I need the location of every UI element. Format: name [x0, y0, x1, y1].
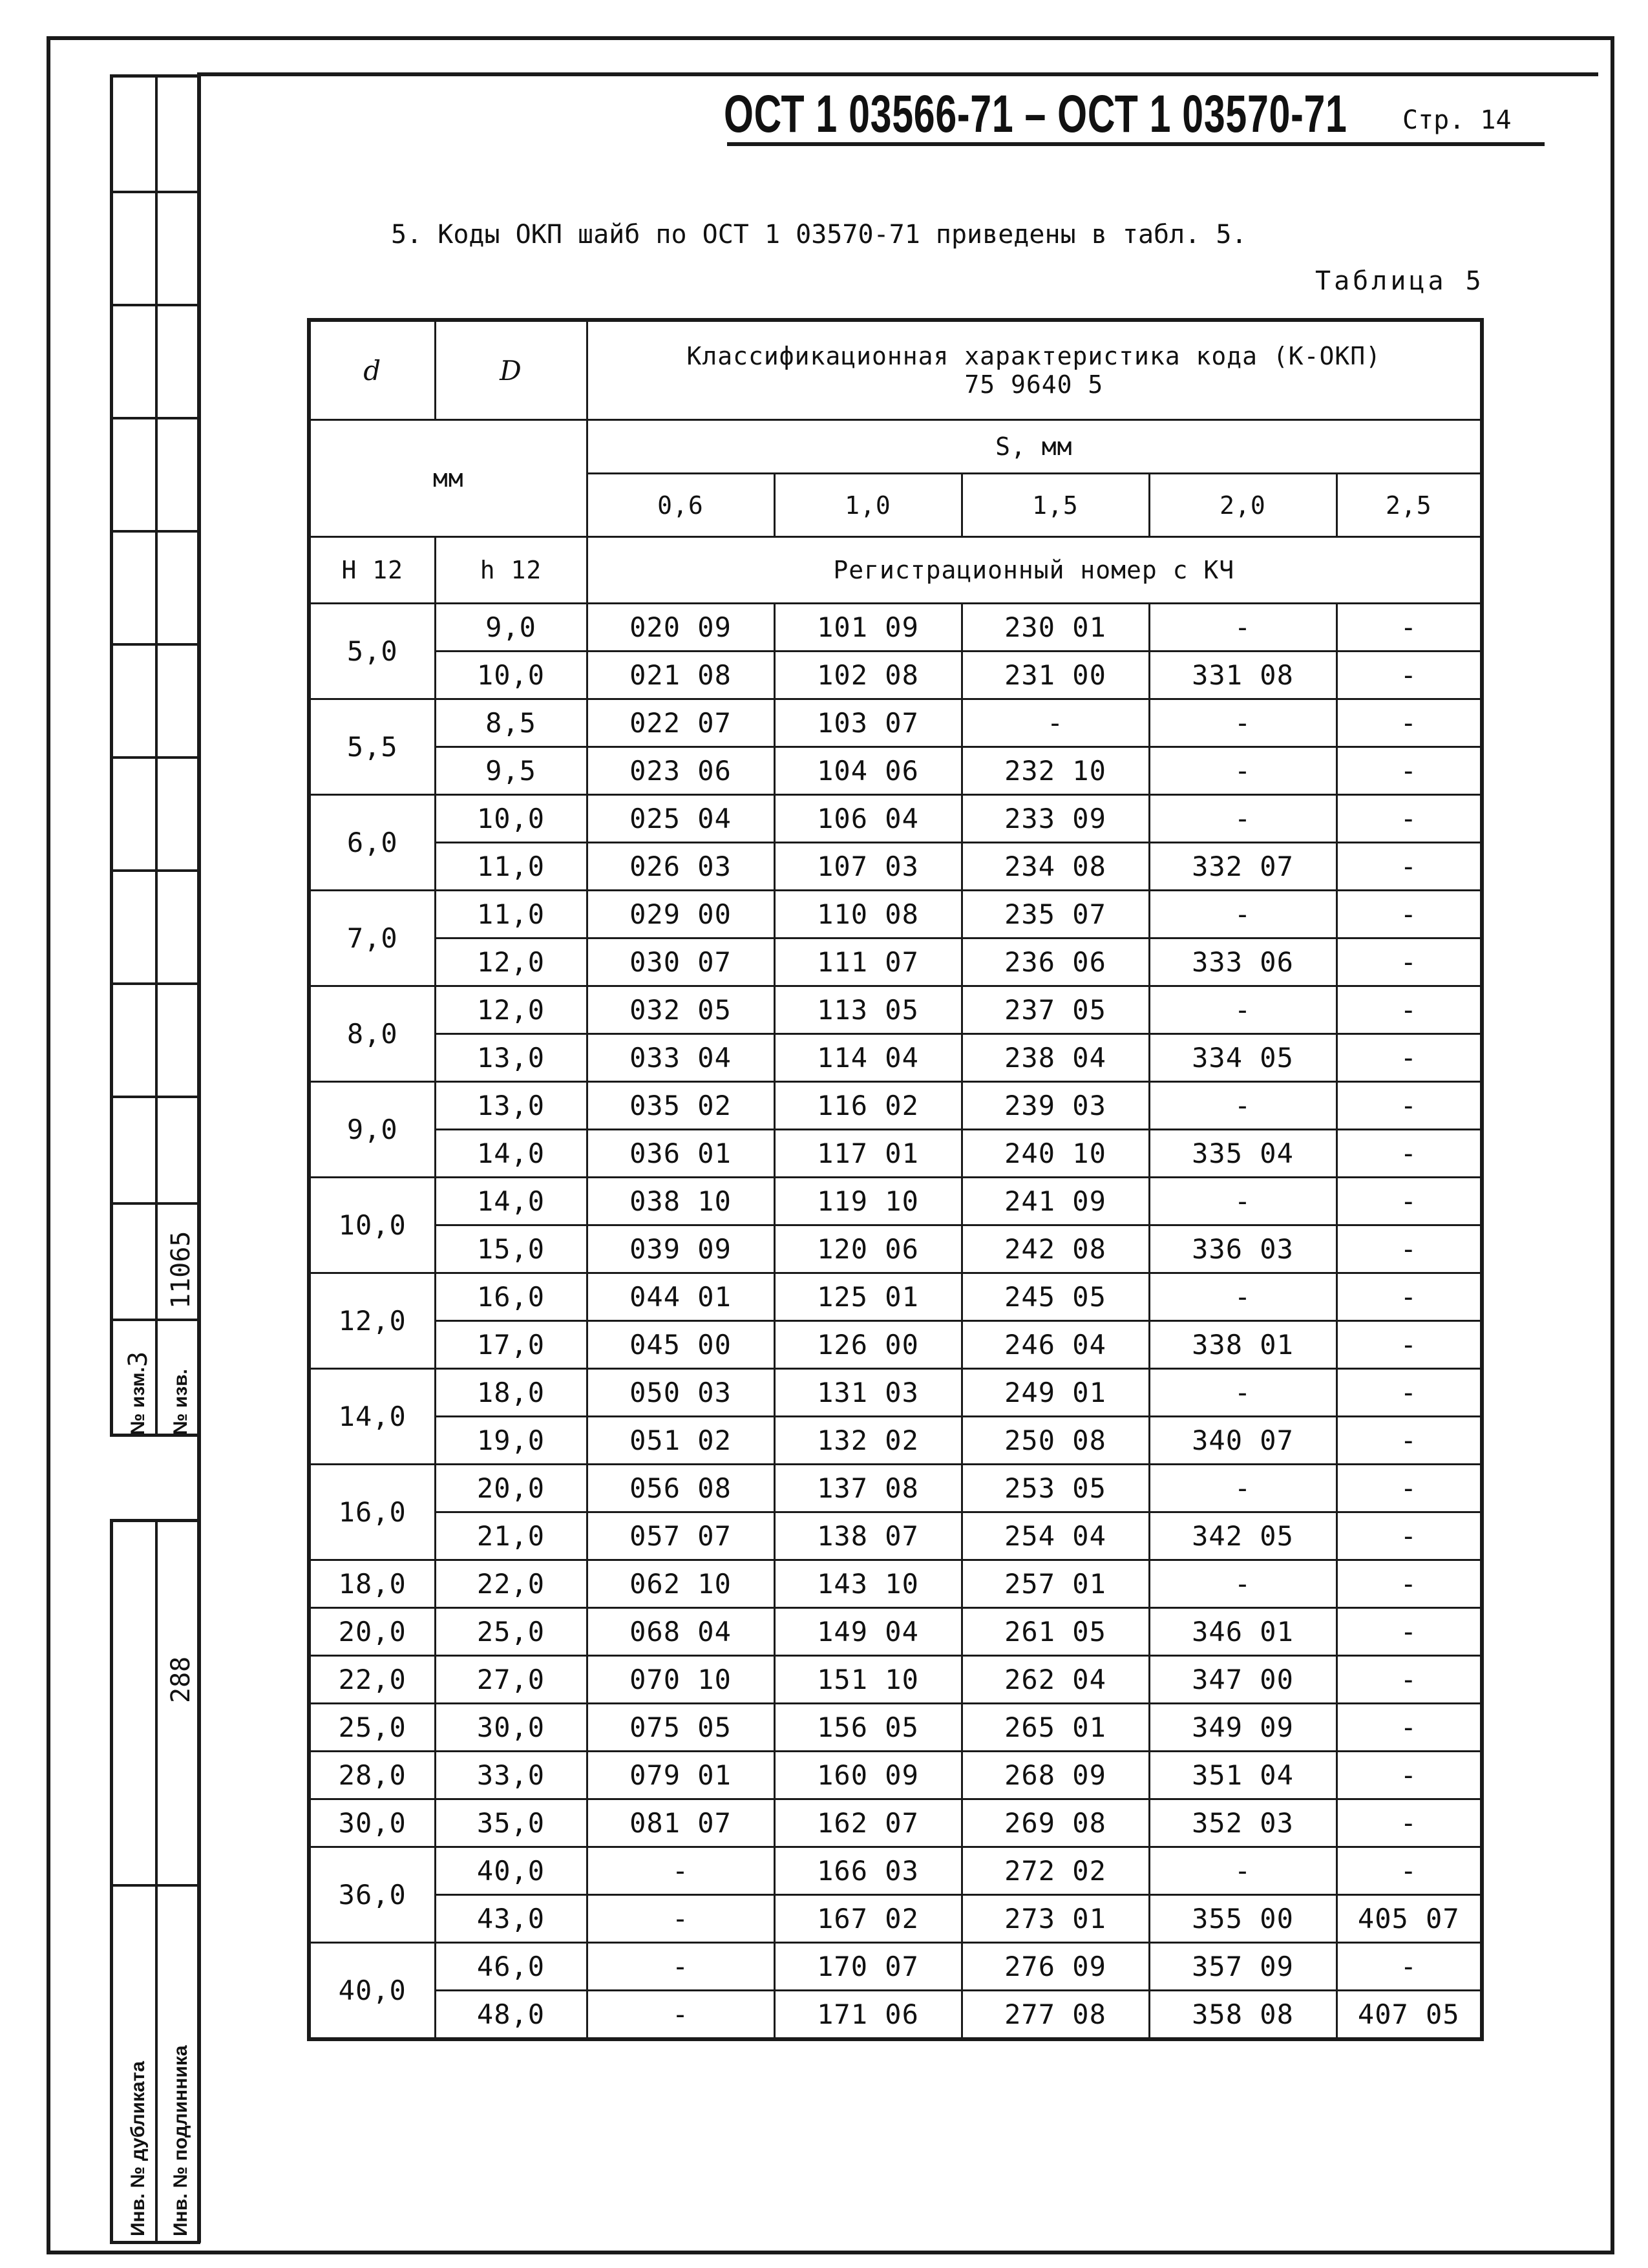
cell-code: -	[1149, 891, 1336, 938]
cell-code: -	[1149, 986, 1336, 1034]
cell-d: 25,0	[309, 1704, 435, 1752]
cell-code: -	[1336, 938, 1482, 986]
change-number: 3	[123, 1351, 153, 1367]
cell-code: 166 03	[774, 1847, 962, 1895]
table-row	[309, 1082, 1482, 1130]
cell-code: -	[1336, 1465, 1482, 1512]
cell-code: -	[1336, 1225, 1482, 1273]
table-row	[309, 891, 1482, 938]
cell-D: 22,0	[435, 1560, 587, 1608]
cell-code: 021 08	[587, 652, 774, 699]
cell-D: 21,0	[435, 1512, 587, 1560]
cell-code: 025 04	[587, 795, 774, 843]
cell-code: -	[1336, 843, 1482, 891]
table-row	[309, 938, 1482, 986]
cell-code: 138 07	[774, 1512, 962, 1560]
cell-D: 10,0	[435, 652, 587, 699]
s-value: 2,0	[1149, 474, 1336, 537]
tolerance-d: H 12	[309, 537, 435, 604]
revision-strip	[110, 74, 200, 1437]
cell-D: 12,0	[435, 986, 587, 1034]
cell-d: 12,0	[309, 1273, 435, 1369]
header-d: d	[309, 320, 435, 420]
cell-code: 347 00	[1149, 1656, 1336, 1704]
cell-code: 237 05	[962, 986, 1149, 1034]
cell-code: -	[1336, 1943, 1482, 1991]
cell-code: 126 00	[774, 1321, 962, 1369]
cell-code: 261 05	[962, 1608, 1149, 1656]
cell-d: 40,0	[309, 1943, 435, 2040]
cell-code: -	[962, 699, 1149, 747]
original-inventory-label: Инв. № подлинника	[170, 2045, 191, 2236]
cell-code: 231 00	[962, 652, 1149, 699]
cell-code: 268 09	[962, 1752, 1149, 1799]
cell-d: 5,5	[309, 699, 435, 795]
cell-d: 28,0	[309, 1752, 435, 1799]
cell-code: 117 01	[774, 1130, 962, 1178]
cell-D: 48,0	[435, 1991, 587, 2040]
cell-code: -	[1336, 652, 1482, 699]
header-row-s	[309, 420, 1482, 474]
cell-code: 125 01	[774, 1273, 962, 1321]
cell-code: -	[1336, 1704, 1482, 1752]
cell-code: 338 01	[1149, 1321, 1336, 1369]
cell-D: 13,0	[435, 1082, 587, 1130]
cell-code: 236 06	[962, 938, 1149, 986]
inventory-number: 288	[166, 1656, 196, 1703]
cell-code: 051 02	[587, 1417, 774, 1465]
cell-code: -	[1149, 1178, 1336, 1225]
duplicate-inventory-label: Инв. № дубликата	[127, 2061, 149, 2236]
cell-code: -	[1336, 1560, 1482, 1608]
cell-code: -	[1336, 795, 1482, 843]
cell-D: 40,0	[435, 1847, 587, 1895]
cell-code: -	[1336, 1417, 1482, 1465]
table-row	[309, 1799, 1482, 1847]
table-row	[309, 986, 1482, 1034]
classification-title: Классификационная характеристика кода (К-ОКП)	[686, 342, 1382, 370]
cell-code: -	[1336, 1321, 1482, 1369]
table-caption: Таблица 5	[1315, 266, 1484, 296]
cell-code: -	[1336, 1512, 1482, 1560]
cell-code: 103 07	[774, 699, 962, 747]
header-row-tolerance	[309, 537, 1482, 604]
cell-code: 250 08	[962, 1417, 1149, 1465]
cell-d: 30,0	[309, 1799, 435, 1847]
cell-code: 137 08	[774, 1465, 962, 1512]
table-row	[309, 1847, 1482, 1895]
table-row	[309, 1369, 1482, 1417]
cell-code: 020 09	[587, 604, 774, 652]
cell-code: 269 08	[962, 1799, 1149, 1847]
title-underline	[727, 142, 1545, 146]
cell-code: 045 00	[587, 1321, 774, 1369]
cell-D: 46,0	[435, 1943, 587, 1991]
inventory-strip	[110, 1519, 200, 2244]
cell-d: 7,0	[309, 891, 435, 986]
cell-code: 340 07	[1149, 1417, 1336, 1465]
cell-code: 241 09	[962, 1178, 1149, 1225]
cell-code: 106 04	[774, 795, 962, 843]
cell-code: 149 04	[774, 1608, 962, 1656]
classification-code: 75 9640 5	[964, 370, 1104, 399]
cell-code: -	[1149, 1082, 1336, 1130]
table-body	[309, 320, 1482, 2039]
cell-code: 351 04	[1149, 1752, 1336, 1799]
cell-code: 333 06	[1149, 938, 1336, 986]
cell-code: 107 03	[774, 843, 962, 891]
table-row	[309, 1465, 1482, 1512]
cell-code: -	[1336, 1273, 1482, 1321]
cell-code: 171 06	[774, 1991, 962, 2040]
intro-paragraph: 5. Коды ОКП шайб по ОСТ 1 03570-71 приведены в табл. 5.	[391, 220, 1247, 249]
cell-code: -	[587, 1895, 774, 1943]
table-row	[309, 795, 1482, 843]
cell-code: 162 07	[774, 1799, 962, 1847]
cell-code: 277 08	[962, 1991, 1149, 2040]
cell-code: 111 07	[774, 938, 962, 986]
cell-code: 143 10	[774, 1560, 962, 1608]
cell-code: 242 08	[962, 1225, 1149, 1273]
cell-D: 18,0	[435, 1369, 587, 1417]
cell-code: -	[1336, 1034, 1482, 1082]
cell-d: 36,0	[309, 1847, 435, 1943]
cell-D: 16,0	[435, 1273, 587, 1321]
cell-D: 9,5	[435, 747, 587, 795]
table-row	[309, 1225, 1482, 1273]
cell-code: 349 09	[1149, 1704, 1336, 1752]
table-row	[309, 1417, 1482, 1465]
cell-code: 079 01	[587, 1752, 774, 1799]
cell-d: 8,0	[309, 986, 435, 1082]
cell-code: 273 01	[962, 1895, 1149, 1943]
notice-number: 11065	[166, 1231, 196, 1309]
cell-code: 358 08	[1149, 1991, 1336, 2040]
table-row	[309, 1704, 1482, 1752]
cell-D: 9,0	[435, 604, 587, 652]
registration-header: Регистрационный номер с КЧ	[587, 537, 1482, 604]
table-row	[309, 1943, 1482, 1991]
cell-code: 230 01	[962, 604, 1149, 652]
cell-code: 151 10	[774, 1656, 962, 1704]
cell-code: 156 05	[774, 1704, 962, 1752]
cell-code: 070 10	[587, 1656, 774, 1704]
cell-code: -	[1149, 604, 1336, 652]
table-row	[309, 1895, 1482, 1943]
cell-d: 10,0	[309, 1178, 435, 1273]
cell-code: -	[1149, 1465, 1336, 1512]
cell-code: 035 02	[587, 1082, 774, 1130]
cell-D: 10,0	[435, 795, 587, 843]
cell-code: 023 06	[587, 747, 774, 795]
s-value: 1,0	[774, 474, 962, 537]
cell-code: 332 07	[1149, 843, 1336, 891]
cell-code: 265 01	[962, 1704, 1149, 1752]
cell-D: 17,0	[435, 1321, 587, 1369]
table-row	[309, 1321, 1482, 1369]
table-row	[309, 1608, 1482, 1656]
cell-code: -	[1336, 1799, 1482, 1847]
cell-code: -	[1149, 1847, 1336, 1895]
cell-code: 131 03	[774, 1369, 962, 1417]
cell-D: 20,0	[435, 1465, 587, 1512]
cell-code: 050 03	[587, 1369, 774, 1417]
cell-code: 246 04	[962, 1321, 1149, 1369]
cell-code: 342 05	[1149, 1512, 1336, 1560]
notice-number-label: № изв.	[170, 1369, 191, 1435]
cell-code: 272 02	[962, 1847, 1149, 1895]
cell-code: 113 05	[774, 986, 962, 1034]
cell-code: 238 04	[962, 1034, 1149, 1082]
cell-code: 232 10	[962, 747, 1149, 795]
table-row	[309, 604, 1482, 652]
cell-code: 352 03	[1149, 1799, 1336, 1847]
cell-D: 12,0	[435, 938, 587, 986]
cell-code: 102 08	[774, 652, 962, 699]
cell-D: 25,0	[435, 1608, 587, 1656]
cell-D: 14,0	[435, 1130, 587, 1178]
classification-header	[587, 320, 1482, 420]
cell-code: 026 03	[587, 843, 774, 891]
table-row	[309, 747, 1482, 795]
cell-code: 119 10	[774, 1178, 962, 1225]
cell-d: 20,0	[309, 1608, 435, 1656]
cell-code: 160 09	[774, 1752, 962, 1799]
cell-code: -	[1149, 1560, 1336, 1608]
cell-D: 11,0	[435, 891, 587, 938]
cell-code: -	[1336, 1656, 1482, 1704]
cell-code: 257 01	[962, 1560, 1149, 1608]
cell-code: -	[1336, 699, 1482, 747]
cell-code: -	[1336, 986, 1482, 1034]
cell-d: 18,0	[309, 1560, 435, 1608]
cell-code: 039 09	[587, 1225, 774, 1273]
cell-code: -	[1336, 891, 1482, 938]
page-number: Стр. 14	[1402, 105, 1512, 135]
table-row	[309, 1560, 1482, 1608]
cell-code: 245 05	[962, 1273, 1149, 1321]
table-row	[309, 1273, 1482, 1321]
cell-code: 120 06	[774, 1225, 962, 1273]
s-value: 1,5	[962, 474, 1149, 537]
cell-code: 116 02	[774, 1082, 962, 1130]
cell-code: 104 06	[774, 747, 962, 795]
cell-code: -	[1149, 699, 1336, 747]
table-row	[309, 1512, 1482, 1560]
table-row	[309, 652, 1482, 699]
s-value: 2,5	[1336, 474, 1482, 537]
cell-code: -	[587, 1847, 774, 1895]
cell-code: 235 07	[962, 891, 1149, 938]
cell-code: 036 01	[587, 1130, 774, 1178]
cell-code: 276 09	[962, 1943, 1149, 1991]
cell-code: -	[1149, 795, 1336, 843]
cell-d: 5,0	[309, 604, 435, 699]
cell-code: 253 05	[962, 1465, 1149, 1512]
cell-code: 081 07	[587, 1799, 774, 1847]
table-row	[309, 1656, 1482, 1704]
cell-code: 132 02	[774, 1417, 962, 1465]
cell-code: -	[1336, 1130, 1482, 1178]
cell-code: -	[1336, 1847, 1482, 1895]
okp-codes-table	[307, 318, 1484, 2041]
cell-code: 233 09	[962, 795, 1149, 843]
cell-D: 14,0	[435, 1178, 587, 1225]
cell-code: 110 08	[774, 891, 962, 938]
cell-code: -	[1336, 1752, 1482, 1799]
cell-code: -	[1336, 1608, 1482, 1656]
cell-D: 11,0	[435, 843, 587, 891]
cell-code: 068 04	[587, 1608, 774, 1656]
cell-code: 032 05	[587, 986, 774, 1034]
cell-code: 262 04	[962, 1656, 1149, 1704]
cell-code: 170 07	[774, 1943, 962, 1991]
table-row	[309, 699, 1482, 747]
table-row	[309, 1752, 1482, 1799]
cell-code: 239 03	[962, 1082, 1149, 1130]
cell-code: 056 08	[587, 1465, 774, 1512]
cell-code: 167 02	[774, 1895, 962, 1943]
cell-code: 075 05	[587, 1704, 774, 1752]
cell-code: 062 10	[587, 1560, 774, 1608]
table-row	[309, 843, 1482, 891]
cell-d: 16,0	[309, 1465, 435, 1560]
cell-D: 30,0	[435, 1704, 587, 1752]
cell-code: 029 00	[587, 891, 774, 938]
cell-D: 15,0	[435, 1225, 587, 1273]
cell-code: -	[1149, 1369, 1336, 1417]
cell-code: 234 08	[962, 843, 1149, 891]
cell-code: 346 01	[1149, 1608, 1336, 1656]
cell-code: -	[1336, 1369, 1482, 1417]
cell-code: -	[1336, 604, 1482, 652]
cell-code: 355 00	[1149, 1895, 1336, 1943]
cell-d: 14,0	[309, 1369, 435, 1465]
cell-code: 114 04	[774, 1034, 962, 1082]
change-number-label: № изм.	[127, 1367, 149, 1435]
cell-D: 43,0	[435, 1895, 587, 1943]
cell-code: 405 07	[1336, 1895, 1482, 1943]
cell-d: 6,0	[309, 795, 435, 891]
table-row	[309, 1034, 1482, 1082]
cell-D: 8,5	[435, 699, 587, 747]
cell-code: 057 07	[587, 1512, 774, 1560]
cell-code: 240 10	[962, 1130, 1149, 1178]
cell-code: -	[1336, 1178, 1482, 1225]
cell-code: 336 03	[1149, 1225, 1336, 1273]
cell-d: 22,0	[309, 1656, 435, 1704]
cell-code: 101 09	[774, 604, 962, 652]
cell-D: 13,0	[435, 1034, 587, 1082]
cell-code: 254 04	[962, 1512, 1149, 1560]
cell-code: 249 01	[962, 1369, 1149, 1417]
cell-code: 022 07	[587, 699, 774, 747]
table-row	[309, 1178, 1482, 1225]
cell-code: -	[1336, 747, 1482, 795]
s-value: 0,6	[587, 474, 774, 537]
table-row	[309, 1130, 1482, 1178]
cell-code: 357 09	[1149, 1943, 1336, 1991]
cell-code: -	[1149, 747, 1336, 795]
cell-code: 334 05	[1149, 1034, 1336, 1082]
s-header: S, мм	[587, 420, 1482, 474]
cell-code: 331 08	[1149, 652, 1336, 699]
header-D: D	[435, 320, 587, 420]
tolerance-D: h 12	[435, 537, 587, 604]
cell-D: 19,0	[435, 1417, 587, 1465]
cell-D: 33,0	[435, 1752, 587, 1799]
cell-code: 407 05	[1336, 1991, 1482, 2040]
cell-code: -	[1336, 1082, 1482, 1130]
cell-code: 044 01	[587, 1273, 774, 1321]
cell-code: 335 04	[1149, 1130, 1336, 1178]
cell-D: 35,0	[435, 1799, 587, 1847]
cell-code: 030 07	[587, 938, 774, 986]
cell-D: 27,0	[435, 1656, 587, 1704]
cell-code: -	[587, 1991, 774, 2040]
cell-code: -	[587, 1943, 774, 1991]
header-row-classification	[309, 320, 1482, 420]
cell-code: 038 10	[587, 1178, 774, 1225]
unit-mm: мм	[309, 420, 587, 537]
table-row	[309, 1991, 1482, 2040]
cell-code: 033 04	[587, 1034, 774, 1082]
cell-d: 9,0	[309, 1082, 435, 1178]
document-title: ОСТ 1 03566-71 – ОСТ 1 03570-71	[724, 85, 1347, 143]
cell-code: -	[1149, 1273, 1336, 1321]
